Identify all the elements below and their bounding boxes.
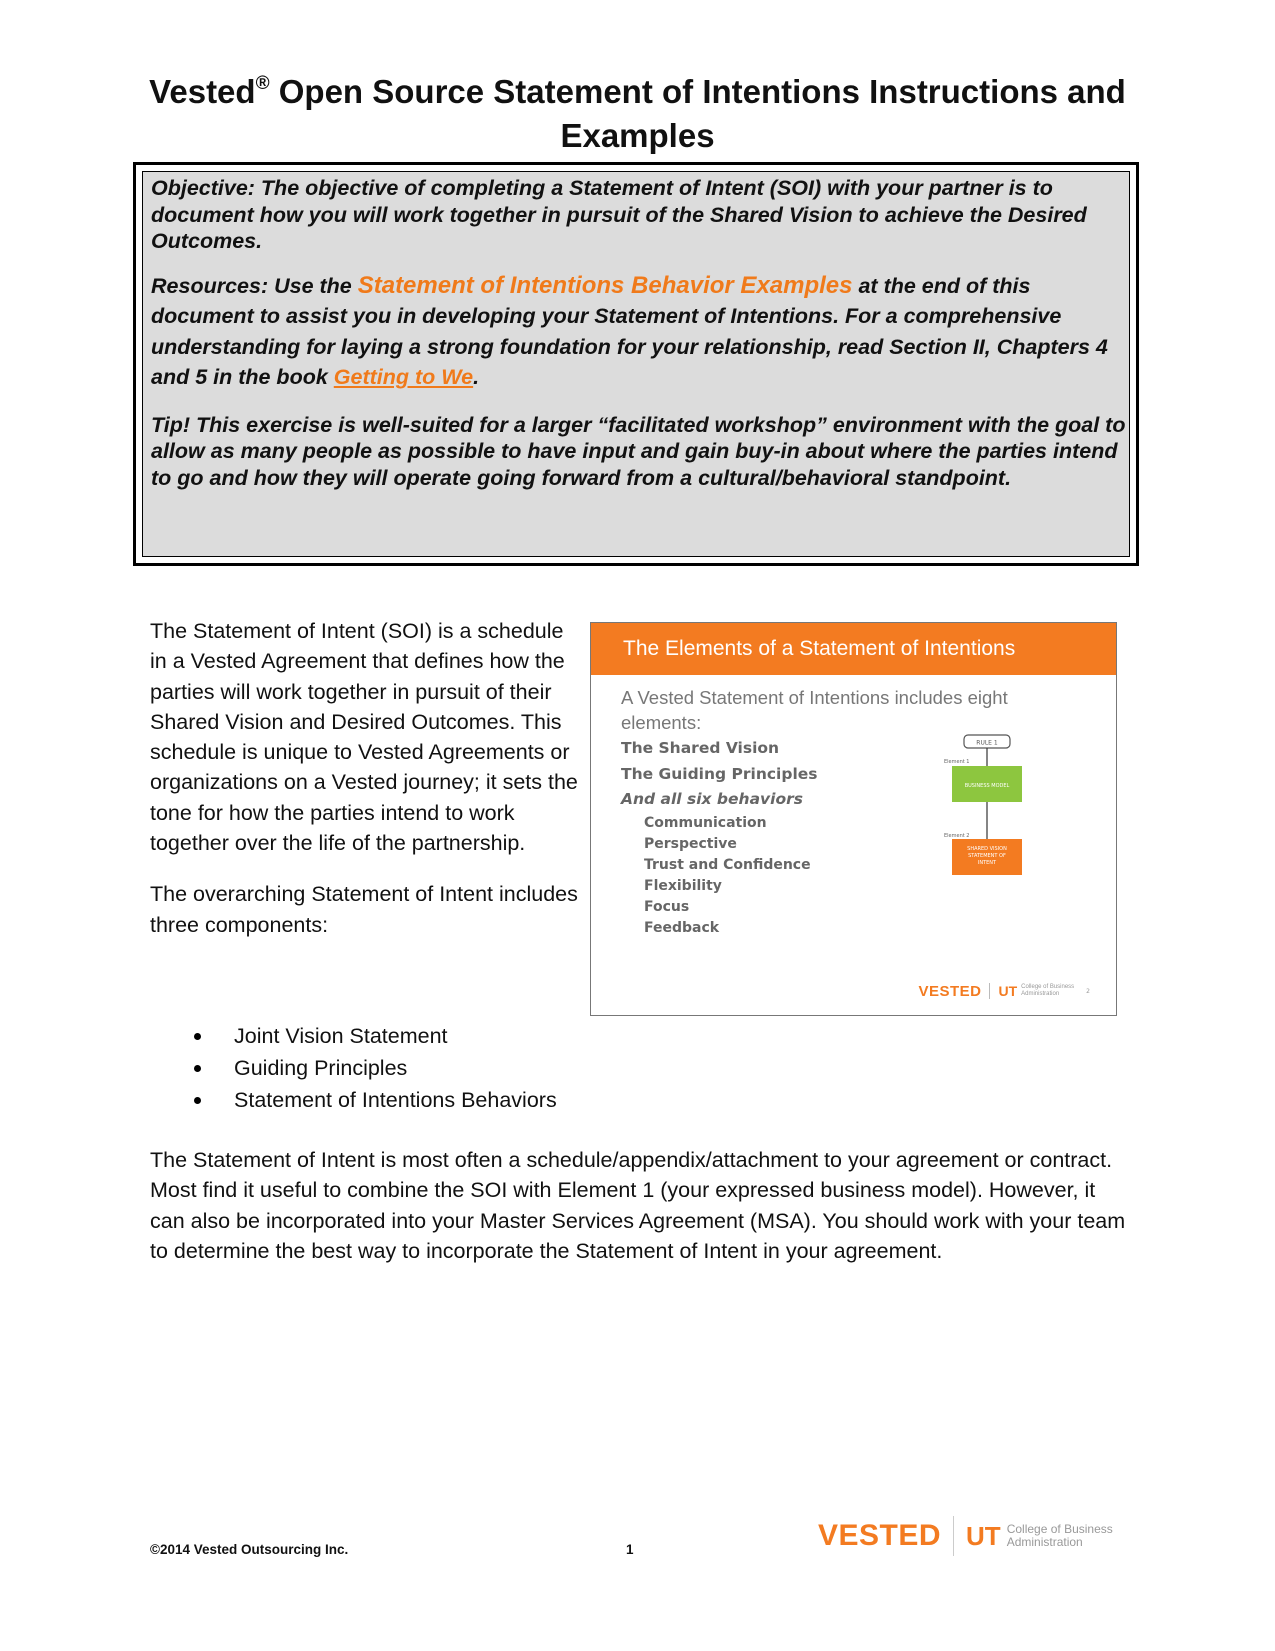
tip-text: Tip! This exercise is well-suited for a larger “facilitated workshop” environment with the goal to allow as many people as possible to have input and gain buy-in about where the parties intend to go and how they will operate going forward from a cultural/behavioral standpoint. (151, 412, 1126, 490)
incorporation-paragraph: The Statement of Intent is most often a schedule/appendix/attachment to your agreement or contract. Most find it useful to combine the SOI with Element 1 (your expressed business model). However, it can also be incorporated into your Master Services Agreement (MSA). You should work with your team to determine the best way to incorporate the Statement of Intent in your agreement. (150, 1148, 1126, 1263)
title-part1: Vested (149, 73, 256, 110)
shared-vision-label: STATEMENT OF (968, 853, 1006, 859)
slide-behavior: Trust and Confidence (644, 856, 811, 873)
slide-behaviors-heading: And all six behaviors (621, 790, 803, 808)
list-item: Guiding Principles (150, 1052, 670, 1084)
shared-vision-label: SHARED VISION (967, 846, 1007, 852)
ut-logo: UT (966, 1520, 1001, 1551)
slide-intro: A Vested Statement of Intentions includes eight elements: (621, 687, 1008, 733)
objective-text: Objective: The objective of completing a Statement of Intent (SOI) with your partner is to document how you will work together in pursuit of the Shared Vision to achieve the Desired Outcomes. (151, 176, 1087, 253)
page-title (130, 70, 1145, 158)
copyright: ©2014 Vested Outsourcing Inc. (150, 1542, 349, 1557)
slide-header: The Elements of a Statement of Intentions (591, 623, 1116, 675)
slide-behavior: Communication (644, 814, 767, 831)
rule-label: RULE 1 (976, 739, 998, 747)
title-part2: Open Source Statement of Intentions Instructions and Examples (269, 73, 1126, 154)
callout-box (142, 171, 1130, 557)
resources-text (151, 271, 1129, 393)
behavior-examples-link[interactable]: Statement of Intentions Behavior Examples (357, 271, 853, 299)
shared-vision-label: INTENT (977, 860, 997, 866)
components-intro: The overarching Statement of Intent includes three components: (150, 882, 578, 937)
slide-behavior: Perspective (644, 835, 737, 852)
ut-text-line: College of Business (1021, 984, 1075, 990)
elements-diagram (936, 733, 1056, 893)
logo-divider (953, 1516, 954, 1556)
intro-column (150, 616, 580, 940)
ut-text-line: Administration (1006, 1535, 1083, 1549)
business-model-label: BUSINESS MODEL (964, 783, 1010, 789)
ut-college-text (1021, 984, 1074, 998)
ut-text-line: Administration (1021, 991, 1060, 997)
ut-college-text (1007, 1523, 1113, 1549)
soi-definition: The Statement of Intent (SOI) is a schedule in a Vested Agreement that defines how the parties will work together in pursuit of their Shared Vision and Desired Outcomes. This schedule is unique to Vested Agreements or organizations on a Vested journey; it sets the tone for how the parties intend to work together over the life of the partnership. (150, 619, 578, 856)
slide-elements-list (621, 736, 818, 939)
vested-logo: VESTED (918, 982, 982, 1000)
slide-behavior: Flexibility (644, 877, 722, 894)
slide-behavior: Focus (644, 898, 690, 915)
vested-logo: VESTED (818, 1519, 942, 1552)
slide-footer (918, 981, 1090, 1001)
slide-page-number: 2 (1086, 987, 1090, 995)
resources-mid: at the end of this document to assist you in developing your Statement of Intentions. For a comprehensive understanding for laying a strong foundation for your relationship, read Section II, Chapters 4 and 5 in the book (151, 273, 1108, 389)
logo-divider (989, 983, 990, 999)
slide-item: The Shared Vision (621, 739, 780, 757)
elements-slide (590, 622, 1117, 1016)
getting-to-we-link[interactable]: Getting to We (333, 365, 474, 389)
footer-logo (818, 1512, 1113, 1560)
slide-behavior: Feedback (644, 919, 720, 936)
page-number: 1 (626, 1542, 634, 1557)
resources-end: . (473, 365, 480, 389)
list-item: Joint Vision Statement (150, 1020, 670, 1052)
components-list (150, 1020, 670, 1116)
slide-item: The Guiding Principles (621, 764, 818, 783)
list-item: Statement of Intentions Behaviors (150, 1084, 670, 1116)
registered-mark: ® (255, 73, 270, 94)
ut-logo: UT (998, 983, 1018, 999)
element1-label: Element 1 (944, 759, 970, 765)
element2-label: Element 2 (944, 833, 970, 839)
resources-pre: Resources: Use the (151, 273, 358, 298)
ut-text-line: College of Business (1006, 1522, 1113, 1536)
